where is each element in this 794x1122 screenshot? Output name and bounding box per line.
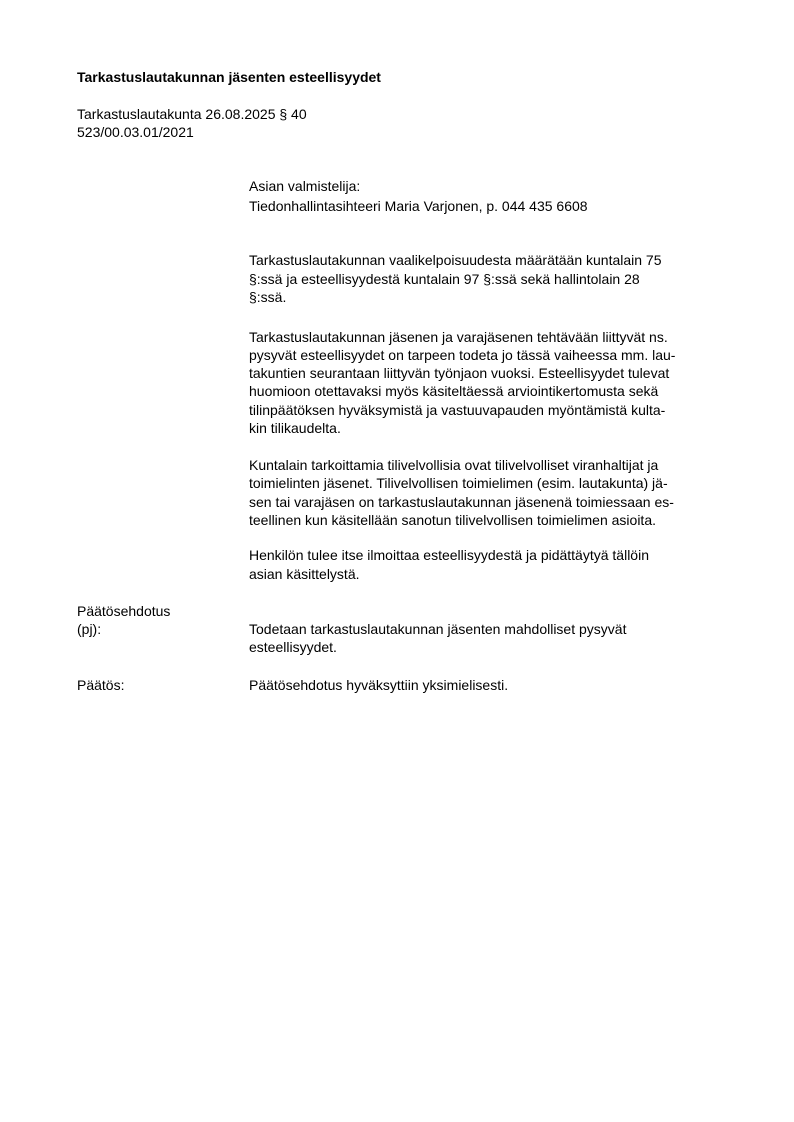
paragraph-line: tilinpäätöksen hyväksymistä ja vastuuvapauden myöntämistä kulta- [249, 402, 666, 418]
paragraph-line: Kuntalain tarkoittamia tilivelvollisia ovat tilivelvolliset viranhaltijat ja [249, 457, 659, 473]
proposal-label-pj: (pj): [77, 621, 102, 637]
paragraph-line: pysyvät esteellisyydet on tarpeen todeta jo tässä vaiheessa mm. lau- [249, 347, 676, 363]
decision-text: Päätösehdotus hyväksyttiin yksimielisesti. [249, 677, 509, 693]
proposal-text: Todetaan tarkastuslautakunnan jäsenten mahdolliset pysyvät [249, 621, 627, 637]
paragraph-line: §:ssä. [249, 289, 287, 305]
document-title: Tarkastuslautakunnan jäsenten esteellisyydet [77, 69, 381, 85]
paragraph-line: §:ssä ja esteellisyydestä kuntalain 97 §:ssä sekä hallintolain 28 [249, 271, 640, 287]
paragraph-line: Henkilön tulee itse ilmoittaa esteellisyydestä ja pidättäytyä tällöin [249, 547, 649, 563]
paragraph-line: teellinen kun käsitellään sanotun tilivelvollisen toimielimen asioita. [249, 512, 656, 528]
record-number: 523/00.03.01/2021 [77, 124, 194, 140]
meeting-info: Tarkastuslautakunta 26.08.2025 § 40 [77, 106, 307, 122]
paragraph-line: asian käsittelystä. [249, 566, 360, 582]
paragraph-line: Tarkastuslautakunnan vaalikelpoisuudesta määrätään kuntalain 75 [249, 252, 662, 268]
preparer-name: Tiedonhallintasihteeri Maria Varjonen, p. 044 435 6608 [249, 198, 588, 214]
paragraph-line: kin tilikaudelta. [249, 420, 341, 436]
proposal-text: esteellisyydet. [249, 639, 337, 655]
decision-label: Päätös: [77, 677, 125, 693]
proposal-label: Päätösehdotus [77, 603, 171, 619]
paragraph-line: huomioon otettavaksi myös käsiteltäessä arviointikertomusta sekä [249, 383, 659, 399]
paragraph-line: takuntien seurantaan liittyvän työnjaon vuoksi. Esteellisyydet tulevat [249, 365, 670, 381]
preparer-label: Asian valmistelija: [249, 178, 361, 194]
paragraph-line: Tarkastuslautakunnan jäsenen ja varajäsenen tehtävään liittyvät ns. [249, 329, 668, 345]
paragraph-line: toimielinten jäsenet. Tilivelvollisen toimielimen (esim. lautakunta) jä- [249, 475, 668, 491]
paragraph-line: sen tai varajäsen on tarkastuslautakunnan jäsenenä toimiessaan es- [249, 494, 674, 510]
